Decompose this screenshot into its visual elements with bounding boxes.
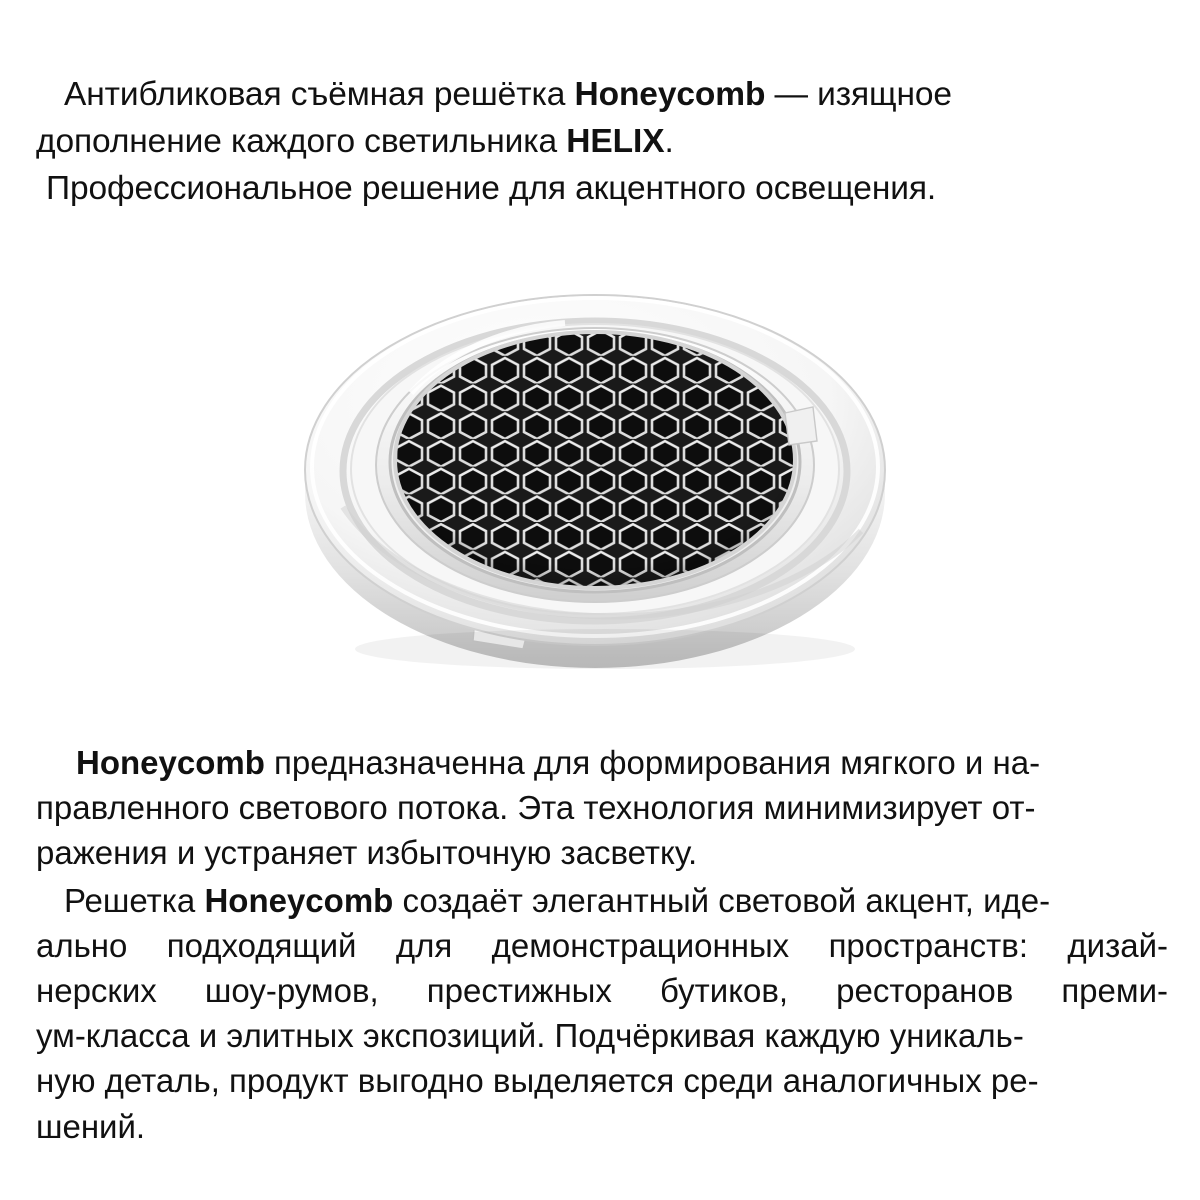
p2-line-4: ум-класса и элитных экспозиций. Подчёркивая каждую уникаль- [36,1017,1024,1055]
intro-line-3: Профессиональное решение для акцентного освещения. [46,169,937,207]
p2-line-3-w6: преми- [1061,972,1168,1010]
product-figure [0,235,1200,705]
intro-brand-honeycomb: Honeycomb [574,76,766,113]
p2-line-3-w5: ресторанов [836,972,1014,1010]
p2-line-1 [36,878,1168,923]
p2-line-2-w3: для [395,926,453,964]
p2-line-2-w2: подходящий [166,926,357,964]
p2-line-3-w4: бутиков, [659,972,789,1010]
p1-line-1 [36,740,1168,785]
intro-paragraph [36,72,1164,213]
p2-line-2-w5: пространств: [828,926,1028,964]
p1-line-3: ражения и устраняет избыточную засветку. [36,834,698,872]
intro-line-1 [36,72,1164,119]
p2-line-5: ную деталь, продукт выгодно выделяется среди аналогичных ре- [36,1062,1039,1100]
p1-brand-honeycomb: Honeycomb [76,744,265,781]
p2-line-3 [36,968,1168,1013]
p2-line-2-w1: ально [36,926,128,964]
body-paragraph-1 [36,740,1168,876]
p1-line-1-rest: предназначенна для формирования мягкого и на- [264,744,1041,781]
intro-brand-helix: HELIX [566,122,665,160]
intro-line-1-post: — изящное [765,76,952,113]
intro-line-2-pre: дополнение каждого светильника [36,122,567,160]
body-paragraph-2 [36,878,1168,1149]
p2-line-2 [36,923,1168,968]
intro-line-2-post: . [664,122,674,160]
p2-brand-honeycomb: Honeycomb [204,881,394,919]
p2-line-2-w4: демонстрационных [491,926,790,964]
p2-line-3-w1: нерских [36,972,157,1010]
intro-line-2 [36,119,1164,166]
p2-line-2-w6: дизай- [1067,926,1168,964]
p2-line-3-w3: престижных [426,972,612,1010]
intro-line-1-pre: Антибликовая съёмная решётка [64,76,575,113]
p1-line-2: правленного светового потока. Эта технология минимизирует от- [36,789,1036,827]
p2-line-1-post: создаёт элегантный световой акцент, иде- [393,881,1051,919]
honeycomb-grid-image [265,245,925,695]
body-text [36,740,1168,1151]
p2-line-6: шений. [36,1107,146,1145]
p2-line-3-w2: шоу-румов, [204,972,379,1010]
p2-line-1-pre: Решетка [64,881,205,919]
